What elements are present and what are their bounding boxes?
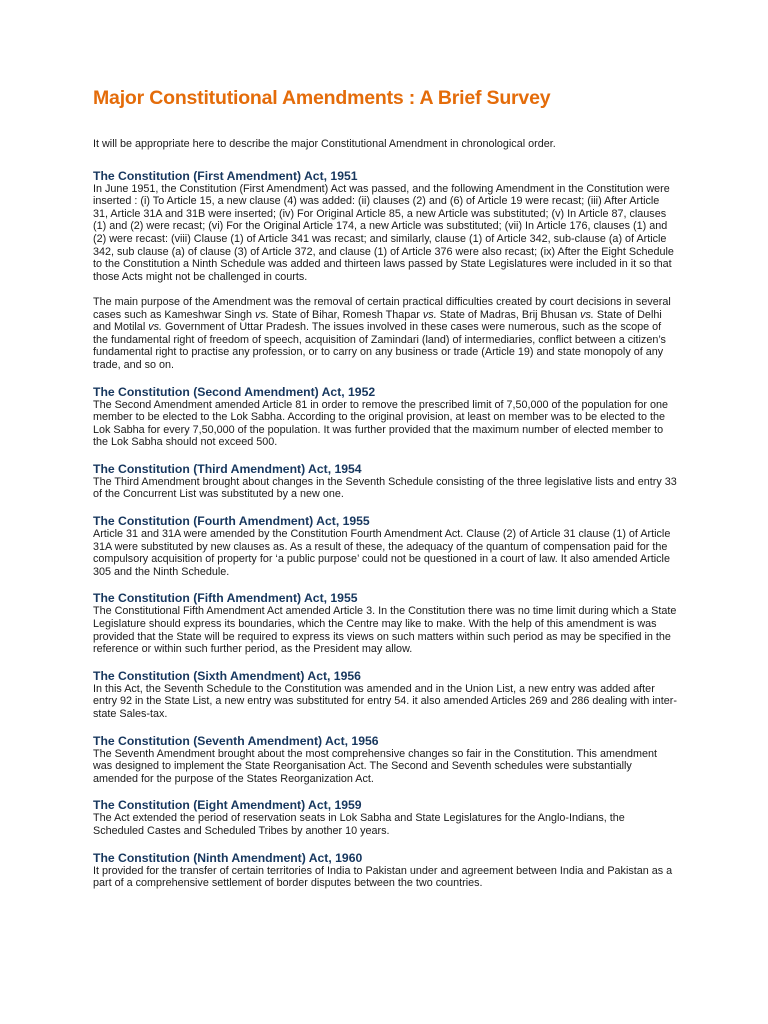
amendment-section (93, 734, 677, 786)
section-paragraph: It provided for the transfer of certain territories of India to Pakistan under and agreement between India and Pakistan as a part of a comprehensive settlement of border disputes between the two countries. (93, 864, 673, 890)
section-paragraph: The Second Amendment amended Article 81 in order to remove the prescribed limit of 7,50,000 of the population for one member to be elected to the Lok Sabha. According to the original provision, at least on member was to be elected to the Lok Sabha for every 7,50,000 of the population. It was further provided that the maximum number of elected member to the Lok Sabha should not exceed 500. (93, 398, 668, 449)
section-paragraph: The Seventh Amendment brought about the most comprehensive changes so fair in the Constitution. This amendment was designed to implement the State Reorganisation Act. The Second and Seventh schedules were substantially amended for the purpose of the States Reorganization Act. (93, 747, 657, 785)
amendment-section (93, 798, 677, 837)
amendment-section (93, 591, 677, 655)
section-paragraph: In this Act, the Seventh Schedule to the Constitution was amended and in the Union List, a new entry was added after entry 92 in the State List, a new entry was substituted for entry 54. it also amended Articles 269 and 286 dealing with inter-state Sales-tax. (93, 682, 677, 720)
document-title: Major Constitutional Amendments : A Brief Survey (93, 87, 551, 109)
section-heading: The Constitution (Third Amendment) Act, 1954 (93, 461, 362, 476)
section-heading: The Constitution (First Amendment) Act, 1951 (93, 168, 358, 183)
amendment-section (93, 385, 677, 449)
section-paragraph: The Third Amendment brought about changes in the Seventh Schedule consisting of the three legislative lists and entry 33 of the Concurrent List was substituted by a new one. (93, 475, 677, 501)
amendment-section (93, 462, 677, 501)
section-heading: The Constitution (Seventh Amendment) Act, 1956 (93, 733, 379, 748)
intro-paragraph: It will be appropriate here to describe the major Constitutional Amendment in chronological order. (93, 138, 556, 150)
section-paragraph: The Constitutional Fifth Amendment Act amended Article 3. In the Constitution there was no time limit during which a State Legislature should express its boundaries, which the Centre may like to make. With the help of this amendment is was provided that the State will be required to express its views on such matters within such period as may be specified in the reference or within such further period, as the President may allow. (93, 605, 677, 656)
section-heading: The Constitution (Second Amendment) Act, 1952 (93, 384, 376, 399)
amendment-section (93, 514, 677, 578)
document-content (93, 86, 677, 890)
section-heading: The Constitution (Sixth Amendment) Act, 1956 (93, 668, 361, 683)
section-heading: The Constitution (Eight Amendment) Act, 1959 (93, 798, 362, 813)
section-heading: The Constitution (Ninth Amendment) Act, 1960 (93, 850, 363, 865)
section-paragraph: Article 31 and 31A were amended by the Constitution Fourth Amendment Act. Clause (2) of Article 31 clause (1) of Article 31A were substituted by new clauses as. As a result of these, the adequacy of the quantum of compensation paid for the compulsory acquisition of property for ‘a public purpose’ could not be questioned in a court of law. It also amended Article 305 and the Ninth Schedule. (93, 528, 671, 578)
section-paragraph: In June 1951, the Constitution (First Amendment) Act was passed, and the following Amendment in the Constitution were inserted : (i) To Article 15, a new clause (4) was added: (ii) clauses (2) and (6) of Article 19 were recast; (iii) After Article 31, Article 31A and 31B were inserted; (iv) For Original Article 85, a new Article was substituted; (v) In Article 87, clauses (1) and (2) were recast; (vi) For the Original Article 174, a new Article was substituted; (vii) In Article 176, clauses (1) and (2) were recast: (viii) Clause (1) of Article 341 was recast; and similarly, clause (1) of Article 342, sub-clause (a) of Article 342, sub clause (a) of clause (3) of Article 372, and clause (1) of Article 376 were also recast; (ix) After the Eight Schedule to the Constitution a Ninth Schedule was added and thirteen laws passed by State Legislatures were included in it so that those Acts might not be challenged in courts. (93, 182, 674, 283)
amendment-section (93, 851, 677, 890)
section-paragraph: The main purpose of the Amendment was the removal of certain practical difficulties created by court decisions in several cases such as Kameshwar Singh vs. State of Bihar, Romesh Thapar vs. State of Madras, Brij Bhusan vs. State of Delhi and Motilal vs. Government of Uttar Pradesh. The issues involved in these cases were numerous, such as the scope of the fundamental right of freedom of speech, acquisition of Zamindari (land) of intermediaries, conflict between a citizen’s fundamental right to practise any profession, or to carry on any business or trade (Article 19) and state monopoly of any trade, and so on. (93, 295, 671, 371)
amendment-section (93, 669, 677, 721)
amendment-sections (93, 169, 677, 890)
section-heading: The Constitution (Fourth Amendment) Act, 1955 (93, 514, 370, 529)
amendment-section (93, 169, 677, 372)
section-paragraph: The Act extended the period of reservation seats in Lok Sabha and State Legislatures for the Anglo-Indians, the Scheduled Castes and Scheduled Tribes by another 10 years. (93, 812, 625, 837)
section-heading: The Constitution (Fifth Amendment) Act, 1955 (93, 591, 358, 606)
